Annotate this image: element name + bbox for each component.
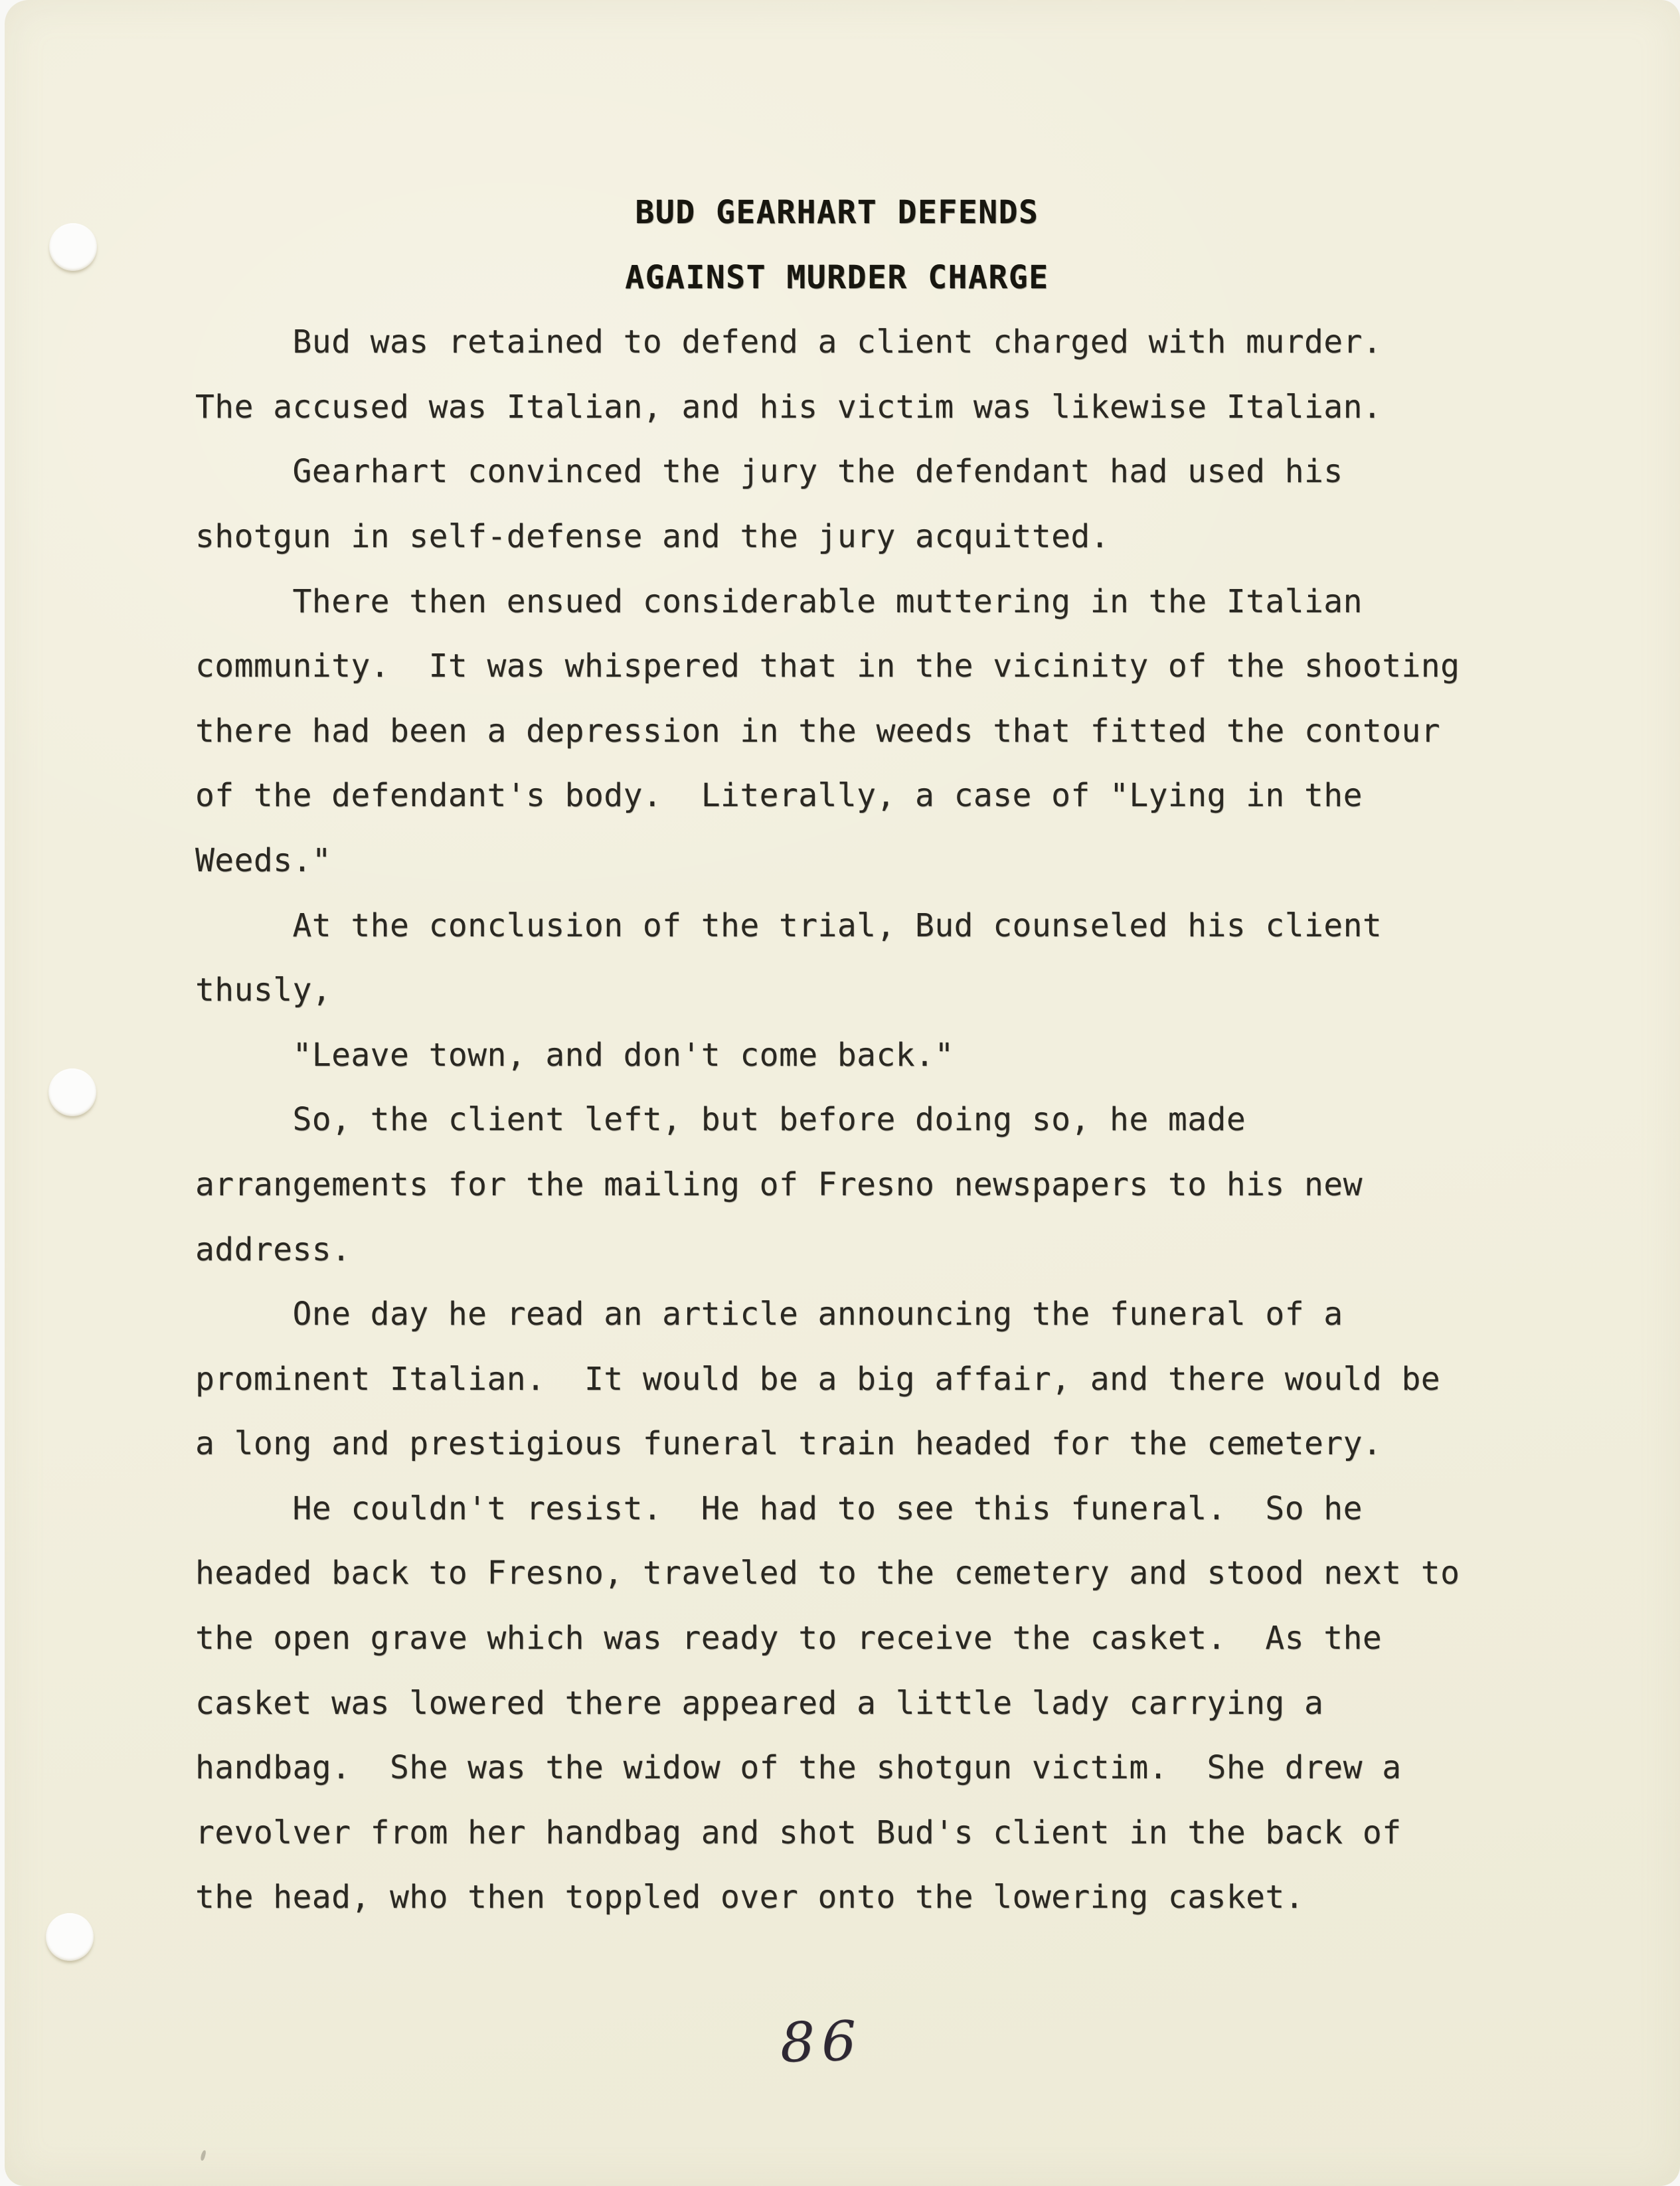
text-line: There then ensued considerable muttering in the Italian	[195, 582, 1363, 620]
text-line: thusly,	[195, 971, 332, 1009]
text-line: casket was lowered there appeared a little lady carrying a	[195, 1684, 1324, 1722]
hole-punch-middle	[48, 1068, 96, 1116]
text-line: arrangements for the mailing of Fresno newspapers to his new	[195, 1165, 1363, 1203]
text-line: the head, who then toppled over onto the lowering casket.	[195, 1879, 1305, 1916]
text-line: community. It was whispered that in the vicinity of the shooting	[195, 647, 1460, 685]
text-line: One day he read an article announcing the funeral of a	[195, 1296, 1343, 1333]
hole-punch-top	[49, 223, 97, 271]
text-line: He couldn't resist. He had to see this funeral. So he	[195, 1489, 1363, 1527]
text-line: So, the client left, but before doing so, he made	[195, 1101, 1246, 1139]
document-title-line-2: AGAINST MURDER CHARGE	[625, 258, 1049, 296]
text-line: there had been a depression in the weeds that fitted the contour	[195, 712, 1441, 750]
text-line: a long and prestigious funeral train headed for the cemetery.	[195, 1425, 1383, 1463]
text-line: shotgun in self-defense and the jury acquitted.	[195, 517, 1110, 555]
pen-speck	[200, 2150, 207, 2161]
text-line: Weeds."	[195, 841, 332, 879]
text-line: Bud was retained to defend a client charged with murder.	[195, 323, 1383, 361]
text-line: The accused was Italian, and his victim was likewise Italian.	[195, 388, 1383, 426]
text-line: of the defendant's body. Literally, a case of "Lying in the	[195, 777, 1363, 815]
hole-punch-bottom	[46, 1913, 94, 1961]
body-text	[195, 310, 1479, 1930]
text-line: revolver from her handbag and shot Bud's client in the back of	[195, 1813, 1402, 1851]
text-column	[195, 181, 1479, 1930]
text-line: the open grave which was ready to receive the casket. As the	[195, 1620, 1383, 1657]
text-line: prominent Italian. It would be a big affair, and there would be	[195, 1360, 1441, 1398]
text-line: headed back to Fresno, traveled to the cemetery and stood next to	[195, 1555, 1460, 1592]
text-line: handbag. She was the widow of the shotgun victim. She drew a	[195, 1749, 1402, 1787]
document-title-line-1: BUD GEARHART DEFENDS	[635, 194, 1039, 231]
paper-sheet	[5, 0, 1680, 2186]
text-line: "Leave town, and don't come back."	[195, 1036, 954, 1074]
handwritten-page-number: 86	[779, 2009, 864, 2075]
text-line: Gearhart convinced the jury the defendant had used his	[195, 453, 1343, 491]
text-line: At the conclusion of the trial, Bud counseled his client	[195, 906, 1383, 944]
text-line: address.	[195, 1230, 351, 1268]
